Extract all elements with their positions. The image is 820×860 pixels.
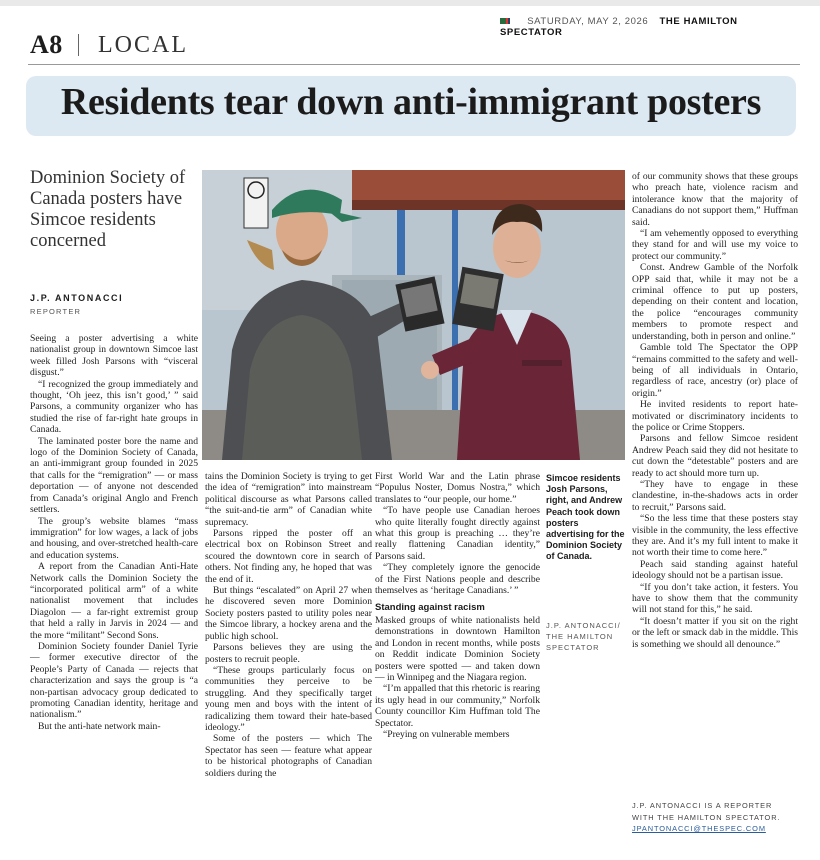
paragraph: “They completely ignore the genocide of the First Nations people and describe themselves as ‘heritage Canadians.’ ”: [375, 562, 540, 597]
page-number: A8: [30, 30, 63, 59]
byline-role: REPORTER: [30, 307, 82, 316]
photo-caption: Simcoe residents Josh Parsons, right, and Andrew Peach took down posters advertising for the Dominion Society of Canada.: [546, 473, 625, 562]
photo-illustration: [202, 170, 625, 460]
paragraph: “If you don’t take action, it festers. You have to show them that the community will not stand for this,” he said.: [632, 581, 798, 616]
paragraph: “I’m appalled that this rhetoric is rearing its ugly head in our community,” Norfolk County councillor Kim Huffman told The Spectator.: [375, 683, 540, 729]
paragraph: The group’s website blames “mass immigration” for low wages, a lack of jobs and housing, and over-stretched health-care and education systems.: [30, 515, 198, 561]
subhead: Standing against racism: [375, 602, 485, 614]
paragraph: Parsons believes they are using the posters to recruit people.: [205, 642, 372, 665]
paragraph: The laminated poster bore the name and logo of the Dominion Society of Canada, an anti-immigrant group founded in 2025 that calls for the “remigration” — or mass deportation — of anyone not descended from Canada’s original Anglo and French settlers.: [30, 435, 198, 516]
article-column-2: [205, 471, 372, 779]
paragraph: First World War and the Latin phrase “Populus Noster, Domus Nostra,” which translates to “our people, our home.”: [375, 471, 540, 505]
paragraph: Parsons and fellow Simcoe resident Andrew Peach said they did not hesitate to cut down the “detestable” posters and are ready to act should more turn up.: [632, 433, 798, 479]
author-email-link[interactable]: JPANTONACCI@THESPEC.COM: [632, 824, 766, 833]
section-name: LOCAL: [98, 32, 188, 58]
author-tagline: [632, 800, 802, 835]
paragraph: But things “escalated” on April 27 when he discovered seven more Dominion Society posters pasted to utility poles near the Simcoe library, a hockey arena and the public high school.: [205, 585, 372, 642]
paragraph: “These groups particularly focus on communities they perceive to be struggling. And they specifically target young men and boys with the intent of radicalizing them toward their hate-based ideology.”: [205, 664, 372, 733]
article-photo: [202, 170, 625, 460]
issue-date: SATURDAY, MAY 2, 2026: [527, 16, 649, 27]
paragraph: A report from the Canadian Anti-Hate Network calls the Dominion Society the “incorporated political arm” of a white nationalist movement that includes Diagolon — a far-right extremist group that held a rally in Jarvis in 2024 — and the more “militant” Second Sons.: [30, 561, 198, 641]
paragraph: Const. Andrew Gamble of the Norfolk OPP said that, while it may not be a criminal offence to put up posters, depending on their content and location, the police “encourages community members to promote respect and understanding, both in person and online.”: [632, 262, 798, 342]
paragraph: “To have people use Canadian heroes who quite literally fought directly against what this group is preaching … they’re really flattening Canadian identity,” Parsons said.: [375, 505, 540, 562]
running-header: [500, 16, 800, 38]
paragraph: But the anti-hate network main-: [38, 720, 161, 732]
paragraph: “They have to engage in these clandestine, in-the-shadows acts in order to recruit,” Parsons said.: [632, 478, 798, 513]
paragraph: Parsons ripped the poster off an electrical box on Robinson Street and scoured the downtown core in search of others. Not finding any, he hoped that was the end of it.: [205, 528, 372, 585]
tagline-line-2: WITH THE HAMILTON SPECTATOR.: [632, 812, 781, 822]
paragraph: “Preying on vulnerable members: [383, 728, 510, 740]
paragraph: Gamble told The Spectator the OPP “remains committed to the safety and well-being of all individuals in Ontario, regardless of race, ancestry (or) place of origin.”: [632, 342, 798, 399]
headline: Residents tear down anti-immigrant posters: [60, 81, 762, 123]
paragraph: tains the Dominion Society is trying to get the idea of “remigration” into mainstream political discourse as what Parsons called “the suit-and-tie arm” of Canadian white supremacy.: [205, 471, 372, 528]
header-rule: [28, 64, 800, 65]
tagline-line-1: J.P. ANTONACCI IS A REPORTER: [632, 801, 773, 810]
paragraph: Dominion Society founder Daniel Tyrie — former executive director of the People’s Party of Canada — rejects that characterization and says the group is “a non-partisan advocacy group dedicated to promoting Canadian identity, heritage and nationalism.”: [30, 640, 198, 721]
paragraph: Peach said standing against hateful ideology should not be a partisan issue.: [632, 558, 798, 582]
paper-name: THE HAMILTON SPECTATOR: [500, 16, 738, 38]
header-divider: [78, 34, 79, 56]
paragraph: “So the less time that these posters stay visible in the community, the less effective they are. And it’s my full intent to make it not worth their time to come here.”: [632, 513, 798, 559]
byline-name: J.P. ANTONACCI: [30, 293, 124, 303]
photo-credit: J.P. ANTONACCI/ THE HAMILTON SPECTATOR: [546, 621, 621, 652]
paragraph: “I recognized the group immediately and thought, ‘Oh jeez, this isn’t good,’ ” said Parsons, a community organizer who has studied the rise of far-right hate groups in Canada.: [30, 378, 198, 436]
paragraph: Seeing a poster advertising a white nationalist group in downtown Simcoe last week filled Josh Parsons with “visceral disgust.”: [30, 333, 198, 379]
paragraph: “I am vehemently opposed to everything they stand for and will use my voice to protect our community.”: [632, 228, 798, 262]
article-column-1: [30, 333, 198, 732]
deck: Dominion Society of Canada posters have Simcoe residents concerned: [30, 168, 186, 251]
article-column-3: [375, 471, 540, 740]
paragraph: He invited residents to report hate-motivated or discriminatory incidents to the police or Crime Stoppers.: [632, 399, 798, 433]
logo-mark-icon: [500, 18, 506, 24]
paragraph: Some of the posters — which The Spectator has seen — feature what appear to be historical photographs of Canadian soldiers during the: [205, 733, 372, 779]
paragraph: “It doesn’t matter if you sit on the right or the left or smack dab in the middle. This is something we should all denounce.”: [632, 615, 798, 650]
paragraph: Masked groups of white nationalists held demonstrations in downtown Hamilton and London in recent months, while posts on Reddit indicate Dominion Society posters were spotted — and taken down — in Winnipeg and the Niagara region.: [375, 614, 540, 683]
paragraph: of our community shows that these groups who preach hate, violence racism and intolerance know that the majority of Canadians do not support them,” Huffman said.: [632, 171, 798, 228]
article-column-4: [632, 171, 798, 650]
top-strip: [0, 0, 820, 6]
